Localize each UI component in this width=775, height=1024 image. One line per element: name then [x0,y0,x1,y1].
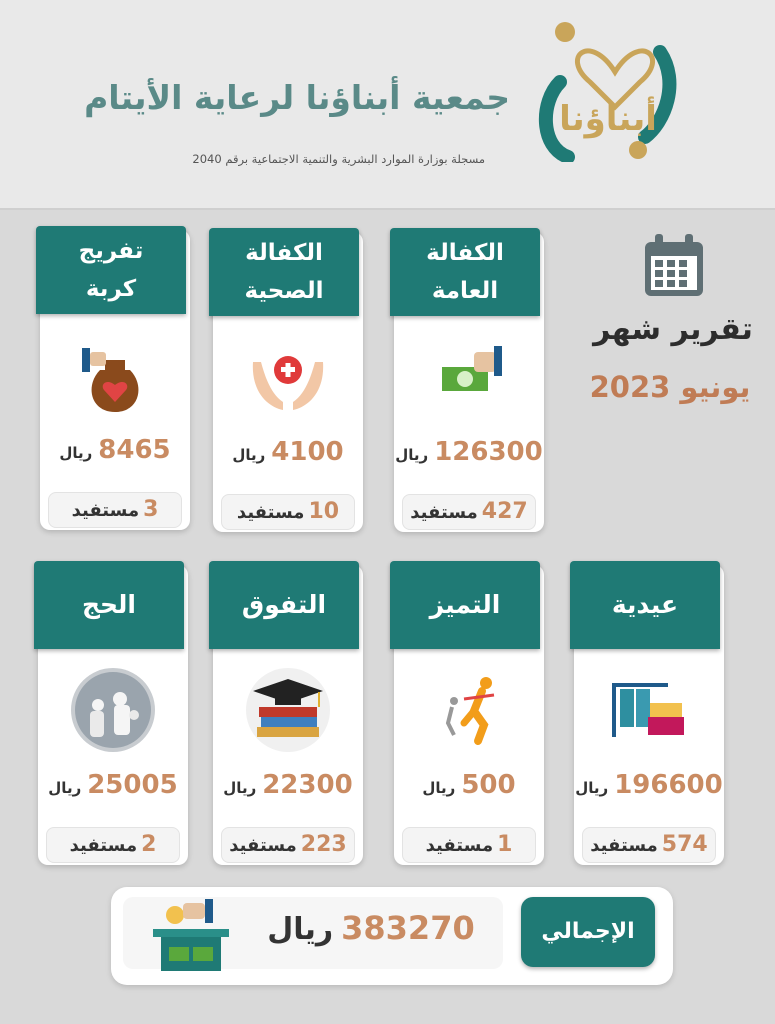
logo-text: أبناؤنا [559,99,657,139]
report-title: تقرير شهر [593,312,753,347]
header [0,0,775,210]
cash-hand-icon [424,332,514,422]
report-month: يونيو 2023 [589,370,751,404]
card-hajj [38,565,188,865]
org-name: جمعية أبناؤنا لرعاية الأيتام [84,78,510,117]
card-title: الكفالة العامة [390,228,540,316]
card-amount: 196600ريال [575,770,723,800]
card-achievement [213,565,363,865]
card-amount: 126300ريال [395,437,543,467]
card-amount: 22300ريال [223,770,353,800]
total-label: الإجمالي [521,897,655,967]
card-title: التفوق [209,561,359,649]
hajj-photo-icon [68,665,158,755]
card-amount: 25005ريال [48,770,178,800]
card-excellence [394,565,544,865]
card-beneficiaries: 2مستفيد [46,827,180,863]
card-beneficiaries: 574مستفيد [582,827,716,863]
money-bag-heart-icon [70,330,160,420]
calendar-icon [643,232,705,298]
card-title: الكفالة الصحية [209,228,359,316]
logo-icon [520,12,690,162]
card-beneficiaries: 427مستفيد [402,494,536,530]
card-title: تفريج كربة [36,226,186,314]
runner-icon [424,665,514,755]
card-beneficiaries: 10مستفيد [221,494,355,530]
card-health-sponsorship [213,232,363,532]
card-title: التميز [390,561,540,649]
total-bar [111,887,673,985]
card-beneficiaries: 3مستفيد [48,492,182,528]
card-amount: 500ريال [422,770,516,800]
card-amount: 8465ريال [59,435,171,465]
medical-hands-icon [243,332,333,422]
books-graduation-icon [243,665,333,755]
clothes-gifts-icon [604,665,694,755]
card-relief [40,230,190,530]
card-beneficiaries: 1مستفيد [402,827,536,863]
card-general-sponsorship [394,232,544,532]
card-amount: 4100ريال [232,437,344,467]
org-registration: مسجلة بوزارة الموارد البشرية والتنمية الاجتماعية برقم 2040 [192,152,485,166]
card-title: الحج [34,561,184,649]
total-amount: 383270ريال [267,909,475,947]
card-eidiya [574,565,724,865]
money-box-icon [139,893,235,979]
card-beneficiaries: 223مستفيد [221,827,355,863]
card-title: عيدية [570,561,720,649]
